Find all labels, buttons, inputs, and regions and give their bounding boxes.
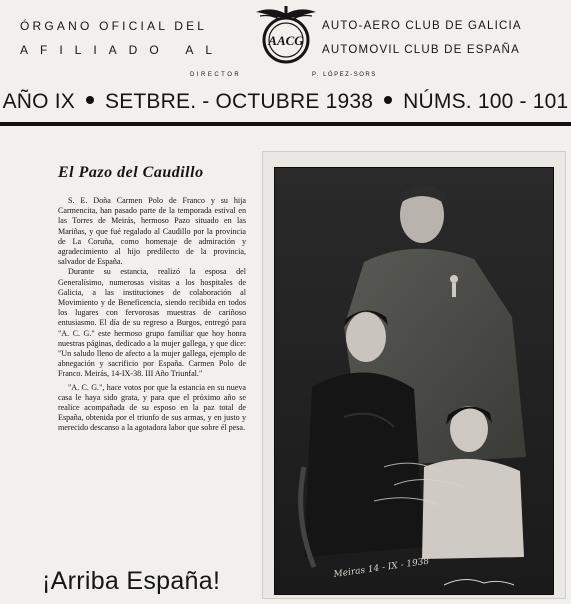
bullet-icon: [384, 96, 392, 104]
masthead-left: [20, 14, 252, 62]
issue-months: SETBRE. - OCTUBRE 1938: [104, 90, 374, 113]
director-label: DIRECTOR: [190, 72, 242, 78]
masthead-right-line2: AUTOMOVIL CLUB DE ESPAÑA: [322, 44, 520, 56]
header-rule: [0, 122, 571, 126]
article-paragraph: "A. C. G.", hace votos por que la estancia en su nueva casa le haya sido grata, y para que el próximo año se realice acompañada de su esposo en la paz total de España, obtenida por el triunfo de sus armas, y en justo y merecido descanso a la agotadora labor que sobre él pesa.: [58, 382, 246, 433]
article-paragraph: S. E. Doña Carmen Polo de Franco y su hija Carmencita, han pasado parte de la temporada estival en las Torres de Meirás, hermoso Pazo situado en las Mariñas, y que fué regalado al Caudillo por la provincia de La Coruña, como homenaje de admiración y agradecimiento al hijo predilecto de la provincia, salvador de España.: [58, 196, 246, 267]
masthead-left-line1: ÓRGANO OFICIAL DEL: [20, 19, 208, 33]
masthead-left-line2: AFILIADO AL: [20, 43, 225, 57]
logo-text: AACG: [268, 33, 304, 48]
issue-year: AÑO IX: [2, 90, 75, 113]
article-body: [58, 196, 246, 434]
photo-inscription-date: Meiras 14 - IX - 1938: [333, 556, 430, 580]
issue-numbers: NÚMS. 100 - 101: [403, 90, 569, 113]
masthead-right: [322, 14, 562, 62]
article-title: El Pazo del Caudillo: [58, 164, 204, 181]
club-logo-icon: [252, 2, 320, 70]
issue-line: [0, 86, 571, 118]
bullet-icon: [86, 96, 94, 104]
masthead-right-line1: AUTO-AERO CLUB DE GALICIA: [322, 20, 522, 32]
family-portrait-photo: [274, 167, 554, 595]
director-name: P. LÓPEZ-SORS: [312, 72, 377, 78]
article-paragraph: Durante su estancia, realizó la esposa del Generalísimo, numerosas visitas a los hospitales de Galicia, a las instituciones de colaboración al Movimiento y de Beneficencia, siendo recibida en todos los lugares con fervorosas muestras de cariñoso entusiasmo. El día de su regreso a Burgos, entregó para "A. C. G." este hermoso grupo familiar que hoy honra nuestras páginas, dedicado a la mujer gallega, y que dice: "Un saludo lleno de afecto a la mujer gallega, ejemplo de abnegación y sacrificio por España. Carmen Polo de Franco. Meirás, 14-IX-38. III Año Triunfal.": [58, 267, 246, 379]
closing-slogan: ¡Arriba España!: [42, 567, 221, 595]
